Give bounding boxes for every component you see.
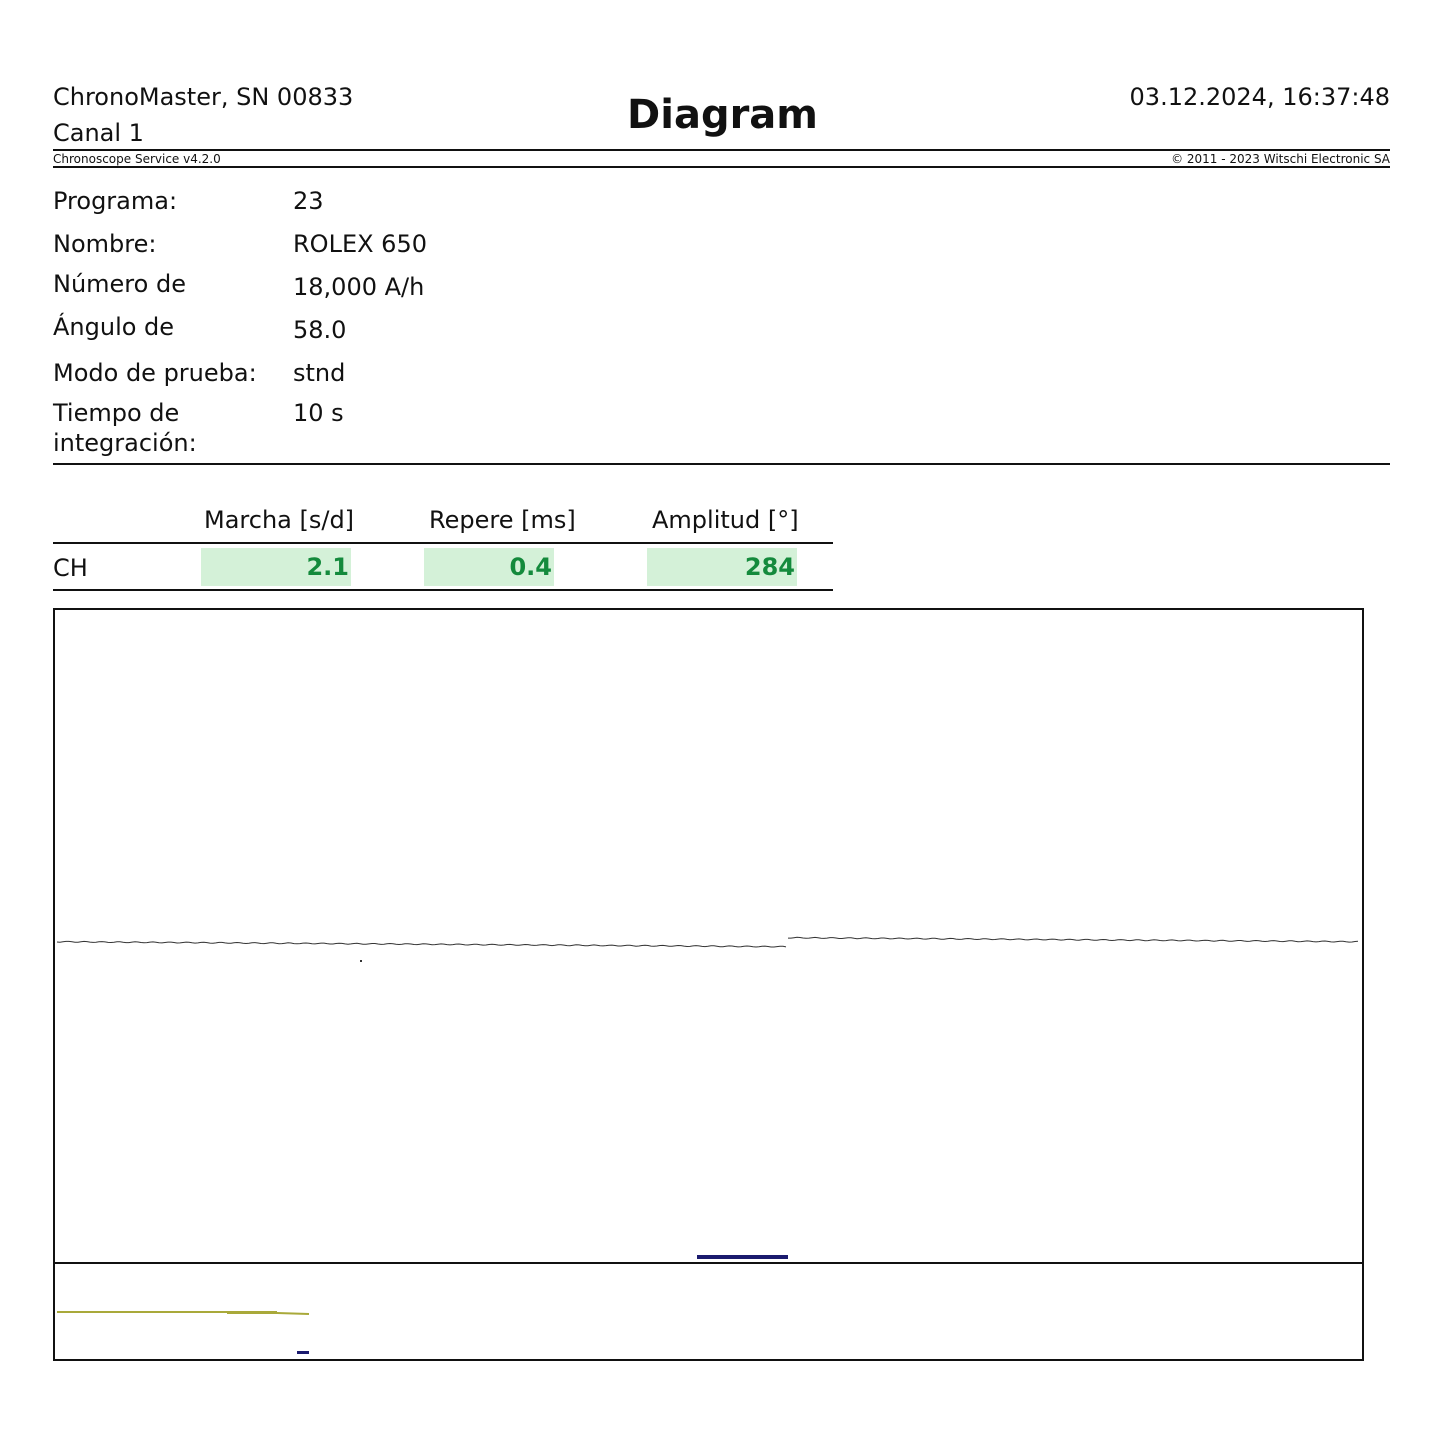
col-head-amplitud: Amplitud [°] <box>652 506 799 534</box>
row-label-ch: CH <box>53 554 88 582</box>
marker-bar <box>697 1255 788 1259</box>
channel-label: Canal 1 <box>53 119 144 147</box>
value-amplitud: 284 <box>647 548 797 586</box>
param-value-programa: 23 <box>293 187 324 215</box>
datetime: 03.12.2024, 16:37:48 <box>1129 83 1390 111</box>
value-repere: 0.4 <box>424 548 554 586</box>
marker-bar-small <box>297 1351 309 1354</box>
col-head-repere: Repere [ms] <box>429 506 576 534</box>
param-value-tiempo: 10 s <box>293 399 344 427</box>
param-value-nombre: ROLEX 650 <box>293 230 427 258</box>
param-label-modo: Modo de prueba: <box>53 359 257 387</box>
page-title: Diagram <box>627 92 818 138</box>
param-label-numero: Número de <box>53 270 186 298</box>
rate-trace-right <box>788 937 1358 942</box>
trace-dot <box>360 960 362 962</box>
rate-diagram <box>53 608 1364 1361</box>
copyright: © 2011 - 2023 Witschi Electronic SA <box>1171 152 1390 166</box>
lower-trace-segment <box>227 1311 277 1314</box>
table-rule-top <box>53 542 833 544</box>
param-label-nombre: Nombre: <box>53 230 157 258</box>
param-label-programa: Programa: <box>53 187 178 215</box>
table-rule-bottom <box>53 589 833 591</box>
software-version: Chronoscope Service v4.2.0 <box>53 152 221 166</box>
param-label-tiempo: Tiempo de integración: <box>53 399 197 457</box>
col-head-marcha: Marcha [s/d] <box>204 506 355 534</box>
header-rule-top <box>53 149 1390 151</box>
header-rule-bottom <box>53 166 1390 168</box>
params-rule <box>53 463 1390 465</box>
value-marcha: 2.1 <box>201 548 351 586</box>
rate-trace-left <box>57 941 786 947</box>
param-value-modo: stnd <box>293 359 346 387</box>
diagram-plot <box>55 610 1362 1359</box>
param-value-numero: 18,000 A/h <box>293 273 425 301</box>
param-value-angulo: 58.0 <box>293 316 347 344</box>
param-label-angulo: Ángulo de <box>53 313 175 341</box>
device-name: ChronoMaster, SN 00833 <box>53 83 354 111</box>
